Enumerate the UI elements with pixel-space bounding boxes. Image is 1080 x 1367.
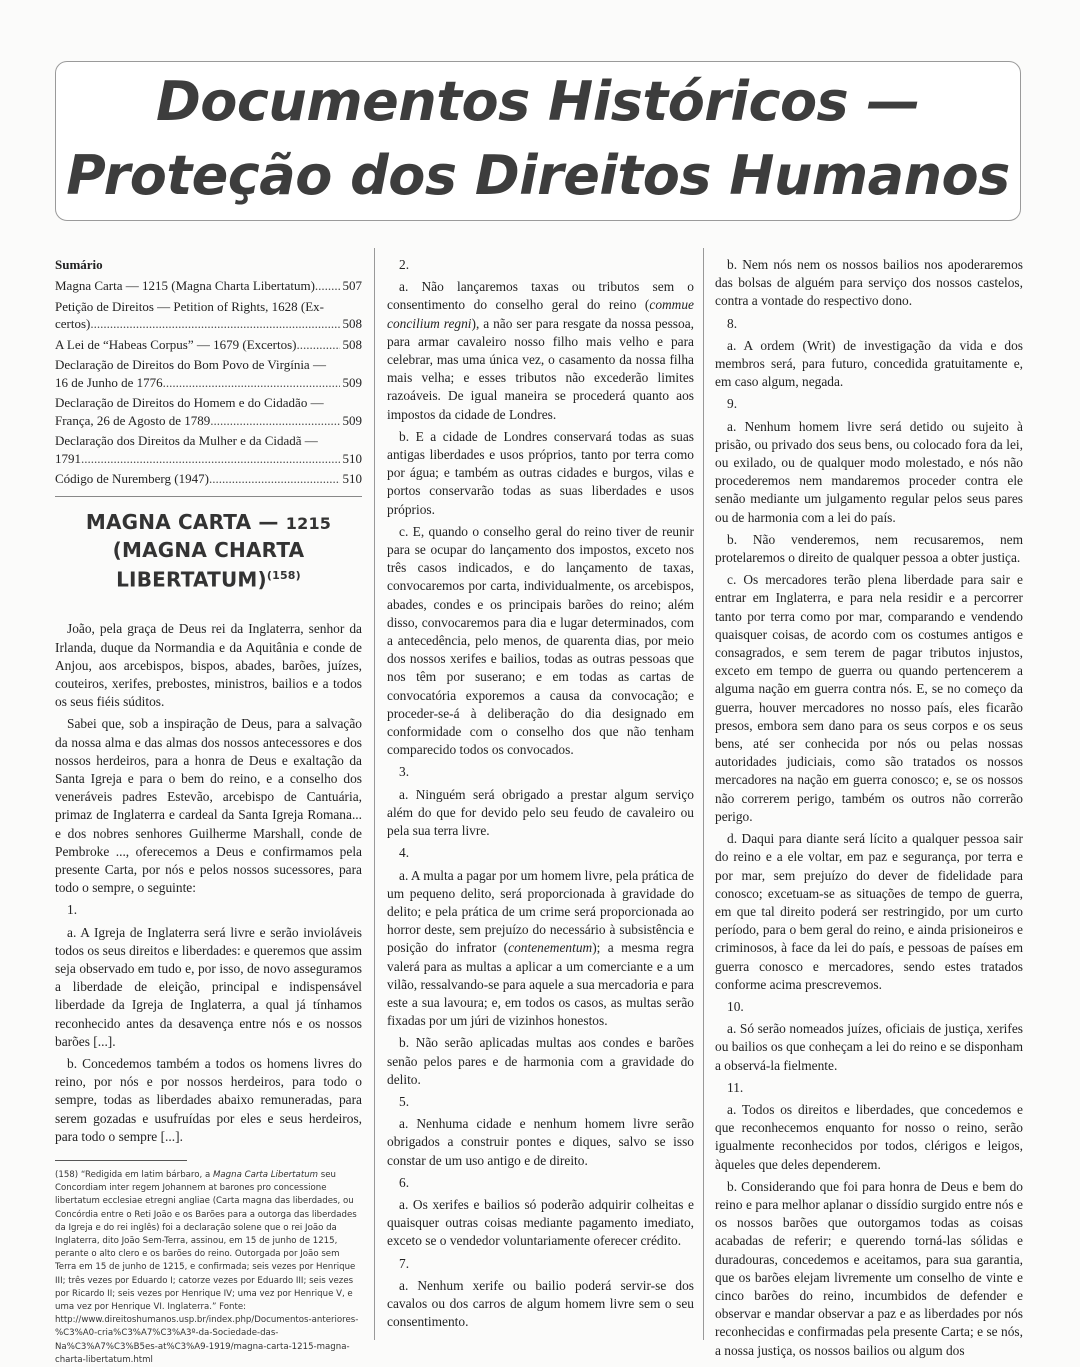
article-number: 3. [399,764,410,780]
article-number: 7. [399,1255,410,1271]
summary-entry[interactable]: Declaração dos Direitos da Mulher e da Cidadã — 1791 ..... 510 [55,432,362,467]
article-number: 1. [67,902,78,918]
summary-page: 510 [342,450,362,466]
article-number: 9. [727,396,738,412]
paragraph: a. Nenhum xerife ou bailio poderá servir-se dos cavalos ou dos carros de algum homem livre sem o seu consentimento. [387,1277,694,1330]
paragraph: b. Considerando que foi para honra de Deus e bem do reino e para melhor aplanar o dissídio surgido entre nós e os nossos barões que outorgamos todas as coisas acabadas de referir; e querendo torná-las sólidas e duradouras, concedemos e aceitamos, para sua garantia, que os barões elejam livremente um conselho de vinte e cinco barões do reino, incumbidos de defender e observar e mandar observar a paz e as liberdades por nós reconhecidas e confirmadas pela presente Carta; e se nós, a nossa justiça, os nossos bailios ou algum dos [715,1178,1023,1358]
paragraph: a. Os xerifes e bailios só poderão adquirir colheitas e quaisquer outras coisas mediante pagamento imediato, exceto se o vendedor voluntariamente oferecer crédito. [387,1196,694,1249]
summary-heading: Sumário [55,257,103,272]
column-2 [387,256,694,1335]
column-divider-1 [374,248,375,1340]
article-number: 6. [399,1174,410,1190]
summary-entry[interactable]: Petição de Direitos — Petition of Rights, 1628 (Ex- certos) ..... 508 [55,298,362,333]
article-number: 2. [399,257,410,272]
summary-entry[interactable]: Declaração de Direitos do Homem e do Cidadão — França, 26 de Agosto de 1789 ..... 509 [55,394,362,429]
article-number: 5. [399,1093,410,1109]
page-title-line-1: Documentos Históricos — [155,70,920,133]
paragraph: d. Daqui para diante será lícito a qualquer pessoa sair do reino e a ele voltar, em paz e segurança, por terra e por mar, sem prejuízo do dever de fidelidade para conosco; excetuam-se as situações de tempo de guerra, em que tal direito poderá ser restringido, por um curto período, para o bem geral do reino, e ainda prisioneiros e criminosos, à face da lei do país, e pessoas de países em guerra conosco e mercadores, sendo estes tratados conforme acima prescrevemos. [715,831,1023,992]
paragraph: a. A ordem (Writ) de investigação da vida e dos membros será, para futuro, concedida gratuitamente e, em caso algum, negada. [715,337,1023,390]
summary-page: 509 [342,374,362,390]
footnote-ref[interactable]: (158) [266,568,301,582]
summary-page: 510 [342,471,362,487]
paragraph: b. Concedemos também a todos os homens livres do reino, por nós e por nossos herdeiros, para todo o sempre, todas as liberdades abaixo remuneradas, para serem gozadas e usufruídas por eles e seus herdeiros, para todo o sempre [...]. [55,1056,362,1144]
footnote-rule [55,1160,187,1161]
paragraph: a. A multa a pagar por um homem livre, pela prática de um pequeno delito, será proporcionada à gravidade do delito; e pela prática de um crime será proporcionada ao horror deste, sem prejuízo do necessário à subsistência e posição do infrator (contenementum); a mesma regra valerá para as multas a aplicar a um comerciante e a um vilão, ressalvando-se para aquele a sua mercadoria e para este a sua lavoura; e, em todos os casos, as multas serão fixadas por um júri de vizinhos honestos. [387,867,694,1029]
summary-page: 508 [342,316,362,332]
footnote: (158) “Redigida em latim bárbaro, a Magna Carta Libertatum seu Concordiam inter regem Johannem at barones pro concessione libertatum ecclesiae etregni angliae (Carta magna das liberdades, ou Concórdia entre o Reti João e os Barões para a outorga das liberdades da Igreja e do rei inglês) foi a declaração solene que o rei João da Inglaterra, dito João Sem-Terra, assinou, em 15 de junho de 1215, perante o alto clero e os barões do reino. Outorgada por João sem Terra em 15 de junho de 1215, e confirmada; seis vezes por Henrique III; três vezes por Eduardo I; catorze vezes por Eduardo III; seis vezes por Ricardo II; seis vezes por Henrique IV; uma vez por Henrique V, e uma vez por Henrique VI. Inglaterra.” Fonte: http://www.direitoshumanos.usp.br/index.php/Documentos-anteriores-%C3%A0-cria%C3%A7%C3%A3º-da-Sociedade-das-Na%C3%A7%C3%B5es-at%C3%A9-1919/magna-carta-1215-magna-charta-libertatum.html [55,1170,359,1365]
summary-page: 508 [342,336,362,352]
section-title: MAGNA CARTA — 1215 (MAGNA CHARTA LIBERTATUM)$^{(158)}$ [85,509,332,592]
section-divider [55,496,362,497]
paragraph: a. Só serão nomeados juízes, oficiais de justiça, xerifes ou bailios os que conheçam a lei do reino e se disponham a observá-la fielmente. [715,1021,1023,1073]
paragraph: b. E a cidade de Londres conservará todas as suas antigas liberdades e usos próprios, tanto por terra como por água; e também as outras cidades e burgos, vilas e portos conservarão todas as suas liberdades e usos próprios. [387,428,694,517]
paragraph: a. Nenhum homem livre será detido ou sujeito à prisão, ou privado dos seus bens, ou colocado fora da lei, ou exilado, ou de qualquer modo molestado, e nós não procederemos nem mandaremos proceder contra ele senão mediante um julgamento regular pelos seus pares ou de harmonia com a lei do país. [715,418,1023,525]
paragraph: c. E, quando o conselho geral do reino tiver de reunir para se ocupar do lançamento dos impostos, exceto nos três casos indicados, e do lançamento de taxas, convocaremos por carta, individualmente, os arcebispos, abades, condes e os principais barões do reino; além disso, convocaremos para dia e lugar determinados, com a antecedência, pelo menos, de quarenta dias, por meio dos nossos xerifes e bailios, todas as outras pessoas que nos têm por suserano; e em todas as cartas de convocatória exporemos a causa da convocação; e proceder-se-á à deliberação do dia designado em conformidade com o conselho dos que não tenham comparecido todos os convocados. [387,523,694,758]
column-1 [55,256,362,1367]
summary-page: 509 [342,412,362,428]
column-divider-2 [703,248,704,1340]
summary-entry[interactable]: Declaração de Direitos do Bom Povo de Virgínia — 16 de Junho de 1776 ..... 509 [55,356,362,391]
paragraph: b. Nem nós nem os nossos bailios nos apoderaremos das bolsas de alguém para serviço dos nossos castelos, contra a vontade do respectivo dono. [715,257,1023,309]
summary-entry[interactable]: Magna Carta — 1215 (Magna Charta Libertatum) ..... 507 [55,277,362,295]
article-number: 4. [399,845,410,861]
article-number: 11. [727,1079,744,1095]
page-title-line-2: Proteção dos Direitos Humanos [66,144,1010,207]
article-number: 10. [727,998,744,1014]
column-3 [715,256,1023,1364]
paragraph: b. Não serão aplicadas multas aos condes e barões senão pelos pares e de harmonia com a gravidade do delito. [387,1035,694,1087]
paragraph: Sabei que, sob a inspiração de Deus, para a salvação da nossa alma e das almas dos nossos antecessores e dos nossos herdeiros, para a honra de Deus e exaltação da Santa Igreja e para o bem do reino, e a conselho dos veneráveis padres Estevão, arcebispo de Cantuária, primaz de Inglaterra e cardeal da Santa Igreja Romana... e dos nobres senhores Guilherme Marshall, conde de Pembroke ..., oferecemos a Deus e confirmamos pela presente Carta, por nós e pelos nossos sucessores, para todo o sempre, o seguinte: [55,716,362,896]
paragraph: a. A Igreja de Inglaterra será livre e serão invioláveis todos os seus direitos e liberdades: e queremos que assim seja observado em tudo e, por isso, de novo asseguramos a liberdade de eleição, principal e indispensável liberdade da Igreja de Inglaterra, a qual já tínhamos reconhecido antes da desavença entre nós e os nossos barões [...]. [55,924,362,1049]
paragraph: a. Nenhuma cidade e nenhum homem livre serão obrigados a construir pontes e diques, salvo se isso constar de um uso antigo e de direito. [387,1116,694,1168]
article-number: 8. [727,315,738,331]
paragraph: c. Os mercadores terão plena liberdade para sair e entrar em Inglaterra, e para nela residir e a percorrer tanto por terra como por mar, comparando e vendendo quaisquer coisas, de acordo com os costumes antigos e consagrados, e sem terem de pagar tributos injustos, exceto em tempo de guerra ou quando pertencerem a alguma nação em guerra contra nós. E, se no começo da guerra, houver mercadores no nosso país, eles ficarão presos, embora sem dano para os seus corpos e os seus bens, até ser conhecida por nós ou pelas nossas autoridades judiciais, como são tratados os nossos mercadores na nação em guerra conosco; e, se os nossos não correrem perigo, também os outros não correrão perigo. [715,572,1023,824]
paragraph: a. Ninguém será obrigado a prestar algum serviço além do que for devido pelo seu feudo de cavaleiro ou pela sua terra livre. [387,786,694,839]
paragraph: a. Todos os direitos e liberdades, que concedemos e que reconhecemos enquanto for nosso o reino, serão igualmente reconhecidos por todos, clérigos e leigos, àqueles que deles dependerem. [715,1101,1023,1172]
summary-page: 507 [342,278,362,294]
paragraph: b. Não venderemos, nem recusaremos, nem protelaremos o direito de qualquer pessoa a obter justiça. [715,531,1023,566]
title-box [55,61,1021,221]
paragraph: João, pela graça de Deus rei da Inglaterra, senhor da Irlanda, duque da Normandia e da Aquitânia e conde de Anjou, aos arcebispos, bispos, abades, barões, juízes, couteiros, xerifes, prebostes, ministros, bailios e a todos os seus fiéis súditos. [55,621,362,710]
paragraph: a. Não lançaremos taxas ou tributos sem o consentimento do conselho geral do reino (commue concilium regni), a não ser para resgate da nossa pessoa, para armar cavaleiro nosso filho mais velho e para celebrar, mas uma única vez, o casamento da nossa filha mais velha; e esses tributos não excederão limites razoáveis. De igual maneira se procederá quanto aos impostos da cidade de Londres. [387,279,694,422]
summary-entry[interactable]: Código de Nuremberg (1947) ..... 510 [55,470,362,488]
summary-entry[interactable]: A Lei de “Habeas Corpus” — 1679 (Excertos) ..... 508 [55,336,362,354]
